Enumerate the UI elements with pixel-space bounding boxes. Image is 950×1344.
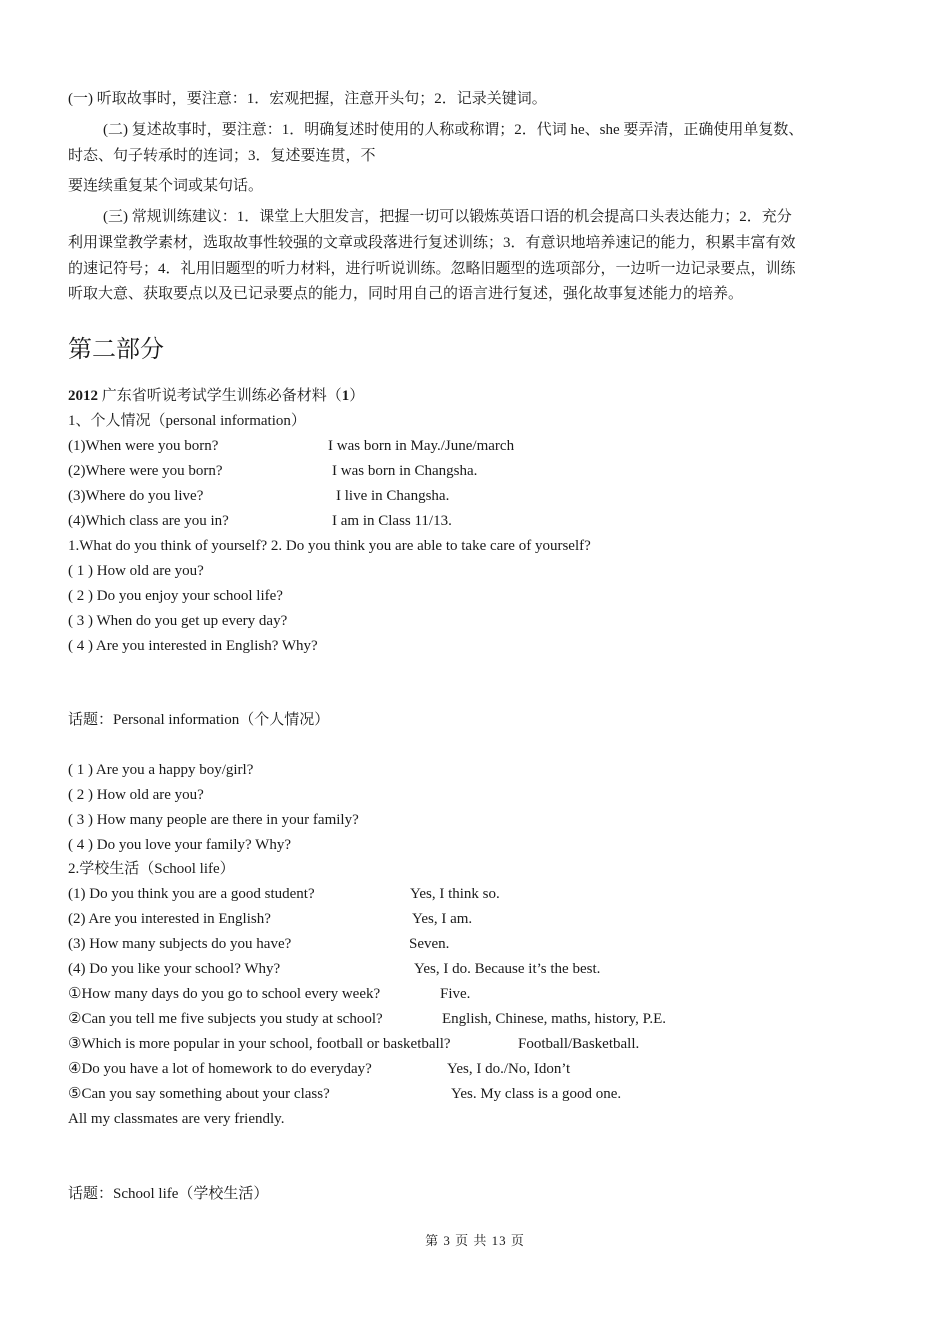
paragraph-retelling-tips-line2: 时态、句子转承时的连词；3．复述要连贯，不 — [68, 148, 376, 164]
list-item: ( 1 ) How old are you? — [68, 563, 204, 579]
answer: I live in Changsha. — [336, 488, 450, 504]
topic-heading-school-life: 话题：School life（学校生活） — [68, 1186, 269, 1202]
answer: I was born in Changsha. — [332, 463, 478, 479]
qa-row — [68, 436, 515, 456]
list-item: ( 2 ) How old are you? — [68, 787, 204, 803]
section2-heading: 2.学校生活（School life） — [68, 861, 235, 877]
qa-row — [68, 486, 450, 506]
answer: Seven. — [409, 936, 450, 952]
material-number: 1 — [341, 388, 350, 404]
question: (3)Where do you live? — [68, 488, 204, 504]
paragraph-retelling-tips-line3: 要连续重复某个词或某句话。 — [68, 178, 264, 194]
material-year: 2012 — [68, 388, 98, 404]
answer: Five. — [440, 986, 471, 1002]
answer: Yes, I do. Because it’s the best. — [414, 961, 601, 977]
list-item: ( 1 ) Are you a happy boy/girl? — [68, 762, 254, 778]
question-line: 1.What do you think of yourself? 2. Do you think you are able to take care of yourself? — [68, 538, 591, 554]
answer: Yes, I do./No, Idon’t — [447, 1061, 571, 1077]
list-item: ( 3 ) How many people are there in your family? — [68, 812, 359, 828]
paragraph-retelling-tips-line1: (二) 复述故事时，要注意：1．明确复述时使用的人称或称谓；2．代词 he、she 要弄清，正确使用单复数、 — [103, 122, 804, 138]
question: (4)Which class are you in? — [68, 513, 229, 529]
page-footer: 第 3 页 共 13 页 — [425, 1233, 525, 1248]
material-title: 广东省听说考试学生训练必备材料（ — [98, 388, 342, 404]
question: (1) Do you think you are a good student? — [68, 886, 315, 902]
question: (4) Do you like your school? Why? — [68, 961, 281, 977]
answer: Yes, I think so. — [410, 886, 500, 902]
list-item: ( 3 ) When do you get up every day? — [68, 613, 288, 629]
question: ③Which is more popular in your school, football or basketball? — [68, 1036, 451, 1052]
question: (1)When were you born? — [68, 438, 219, 454]
paragraph-training-suggestions-line3: 的速记符号；4．礼用旧题型的听力材料，进行听说训练。忽略旧题型的选项部分，一边听一边记录要点，训练 — [68, 261, 796, 277]
qa-row — [68, 1034, 640, 1054]
text-line: All my classmates are very friendly. — [68, 1111, 285, 1127]
list-item: ( 2 ) Do you enjoy your school life? — [68, 588, 283, 604]
section1-heading: 1、个人情况（personal information） — [68, 413, 306, 429]
answer: I was born in May./June/march — [328, 438, 515, 454]
section-title-part2: 第二部分 — [68, 337, 164, 363]
topic-heading-personal: 话题：Personal information（个人情况） — [68, 712, 330, 728]
list-item: ( 4 ) Are you interested in English? Why? — [68, 638, 318, 654]
question: ①How many days do you go to school every week? — [68, 986, 381, 1002]
paragraph-training-suggestions-line2: 利用课堂教学素材，选取故事性较强的文章或段落进行复述训练；3．有意识地培养速记的能力，积累丰富有效 — [68, 235, 796, 251]
qa-row — [68, 1009, 667, 1029]
paragraph-training-suggestions-line1: (三) 常规训练建议：1．课堂上大胆发言，把握一切可以锻炼英语口语的机会提高口头表达能力；2．充分 — [103, 209, 792, 225]
qa-row — [68, 511, 452, 531]
paragraph-training-suggestions-line4: 听取大意、获取要点以及已记录要点的能力，同时用自己的语言进行复述，强化故事复述能力的培养。 — [68, 286, 744, 302]
qa-row — [68, 1059, 571, 1079]
qa-row — [68, 1084, 622, 1104]
question: ②Can you tell me five subjects you study at school? — [68, 1011, 383, 1027]
answer: Football/Basketball. — [518, 1036, 640, 1052]
qa-row — [68, 461, 478, 481]
qa-row — [68, 909, 473, 929]
qa-row — [68, 884, 500, 904]
question: ⑤Can you say something about your class? — [68, 1086, 330, 1102]
answer: English, Chinese, maths, history, P.E. — [442, 1011, 667, 1027]
material-heading — [68, 386, 364, 406]
answer: Yes, I am. — [412, 911, 473, 927]
question: (2)Where were you born? — [68, 463, 223, 479]
answer: Yes. My class is a good one. — [451, 1086, 622, 1102]
question: (2) Are you interested in English? — [68, 911, 271, 927]
qa-row — [68, 984, 471, 1004]
question: ④Do you have a lot of homework to do everyday? — [68, 1061, 372, 1077]
material-close: ） — [349, 388, 365, 404]
paragraph-listening-tips: (一) 听取故事时，要注意：1．宏观把握，注意开头句；2．记录关键词。 — [68, 91, 547, 107]
qa-row — [68, 959, 601, 979]
qa-row — [68, 934, 450, 954]
answer: I am in Class 11/13. — [332, 513, 452, 529]
question: (3) How many subjects do you have? — [68, 936, 292, 952]
list-item: ( 4 ) Do you love your family? Why? — [68, 837, 292, 853]
